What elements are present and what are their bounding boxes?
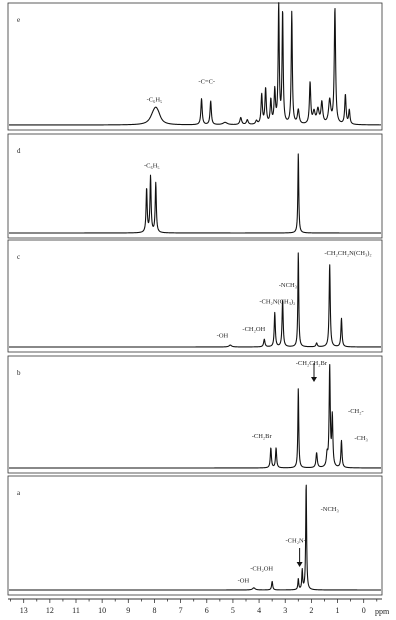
x-axis-tick-label: 4: [257, 606, 262, 615]
peak-label: -CH₃: [354, 435, 368, 442]
spectrum-line-d: [9, 154, 381, 233]
peak-label: -CH₂N(CH₃)₂: [259, 298, 296, 306]
peak-label: -NCH₃: [278, 282, 297, 290]
x-axis-tick-label: 2: [309, 606, 314, 615]
spectrum-line-a: [9, 485, 381, 590]
x-axis-tick-label: 13: [19, 606, 28, 615]
peak-label: -C=C-: [198, 78, 216, 86]
x-axis-tick-label: 6: [204, 606, 209, 615]
spectrum-line-e: [9, 3, 381, 125]
peak-label: -CH₂N-: [285, 537, 306, 545]
peak-label: -CH₂Br: [251, 433, 272, 440]
x-axis-tick-label: 12: [45, 606, 54, 615]
peak-label: -OH: [216, 332, 229, 340]
x-axis-tick-labels: [20, 606, 366, 615]
panel-frame: [8, 134, 382, 238]
x-axis-tick-label: 3: [283, 606, 288, 615]
x-axis-tick-label: 9: [126, 606, 131, 615]
panel-letter: c: [17, 253, 21, 261]
spectra-panels: [8, 3, 382, 595]
panel-letter: b: [17, 369, 21, 377]
peak-label: -CH₂CH₂N(CH₃)₂: [324, 249, 372, 257]
peak-label: -CH₂-: [348, 408, 364, 415]
peak-label: -C₆H₅: [146, 96, 163, 104]
x-axis: [8, 599, 390, 616]
spectrum-panel-d: [8, 134, 382, 238]
spectrum-panel-a: [8, 476, 382, 595]
x-axis-tick-label: 7: [178, 606, 183, 615]
peak-label: -CH₂OH: [250, 565, 274, 573]
spectrum-line-b: [9, 365, 381, 468]
panel-letter: d: [17, 147, 21, 155]
x-axis-tick-label: 10: [98, 606, 107, 615]
peak-label: -CH₂CH₂Br: [295, 360, 328, 367]
peak-label: -CH₂OH: [242, 325, 266, 333]
x-axis-tick-label: 11: [72, 606, 80, 615]
spectrum-panel-c: [8, 240, 382, 352]
x-axis-tick-label: 1: [335, 606, 340, 615]
panel-frame: [8, 476, 382, 595]
spectrum-panel-b: [8, 356, 382, 473]
spectrum-panel-e: [8, 3, 382, 130]
x-axis-tick-label: 0: [361, 606, 366, 615]
spectrum-line-c: [9, 253, 381, 347]
panel-letter: a: [17, 489, 21, 497]
x-axis-unit-label: ppm: [375, 607, 390, 616]
panel-frame: [8, 356, 382, 473]
peak-arrow-a: [297, 548, 303, 567]
peak-label: -NCH₃: [320, 506, 339, 514]
x-axis-ticks: [11, 599, 377, 603]
x-axis-tick-label: 5: [230, 606, 235, 615]
peak-label: -C₆H₅: [143, 162, 160, 170]
panel-frame: [8, 3, 382, 130]
x-axis-tick-label: 8: [152, 606, 157, 615]
peak-label: -OH: [237, 577, 250, 585]
panel-letter: e: [17, 16, 21, 24]
